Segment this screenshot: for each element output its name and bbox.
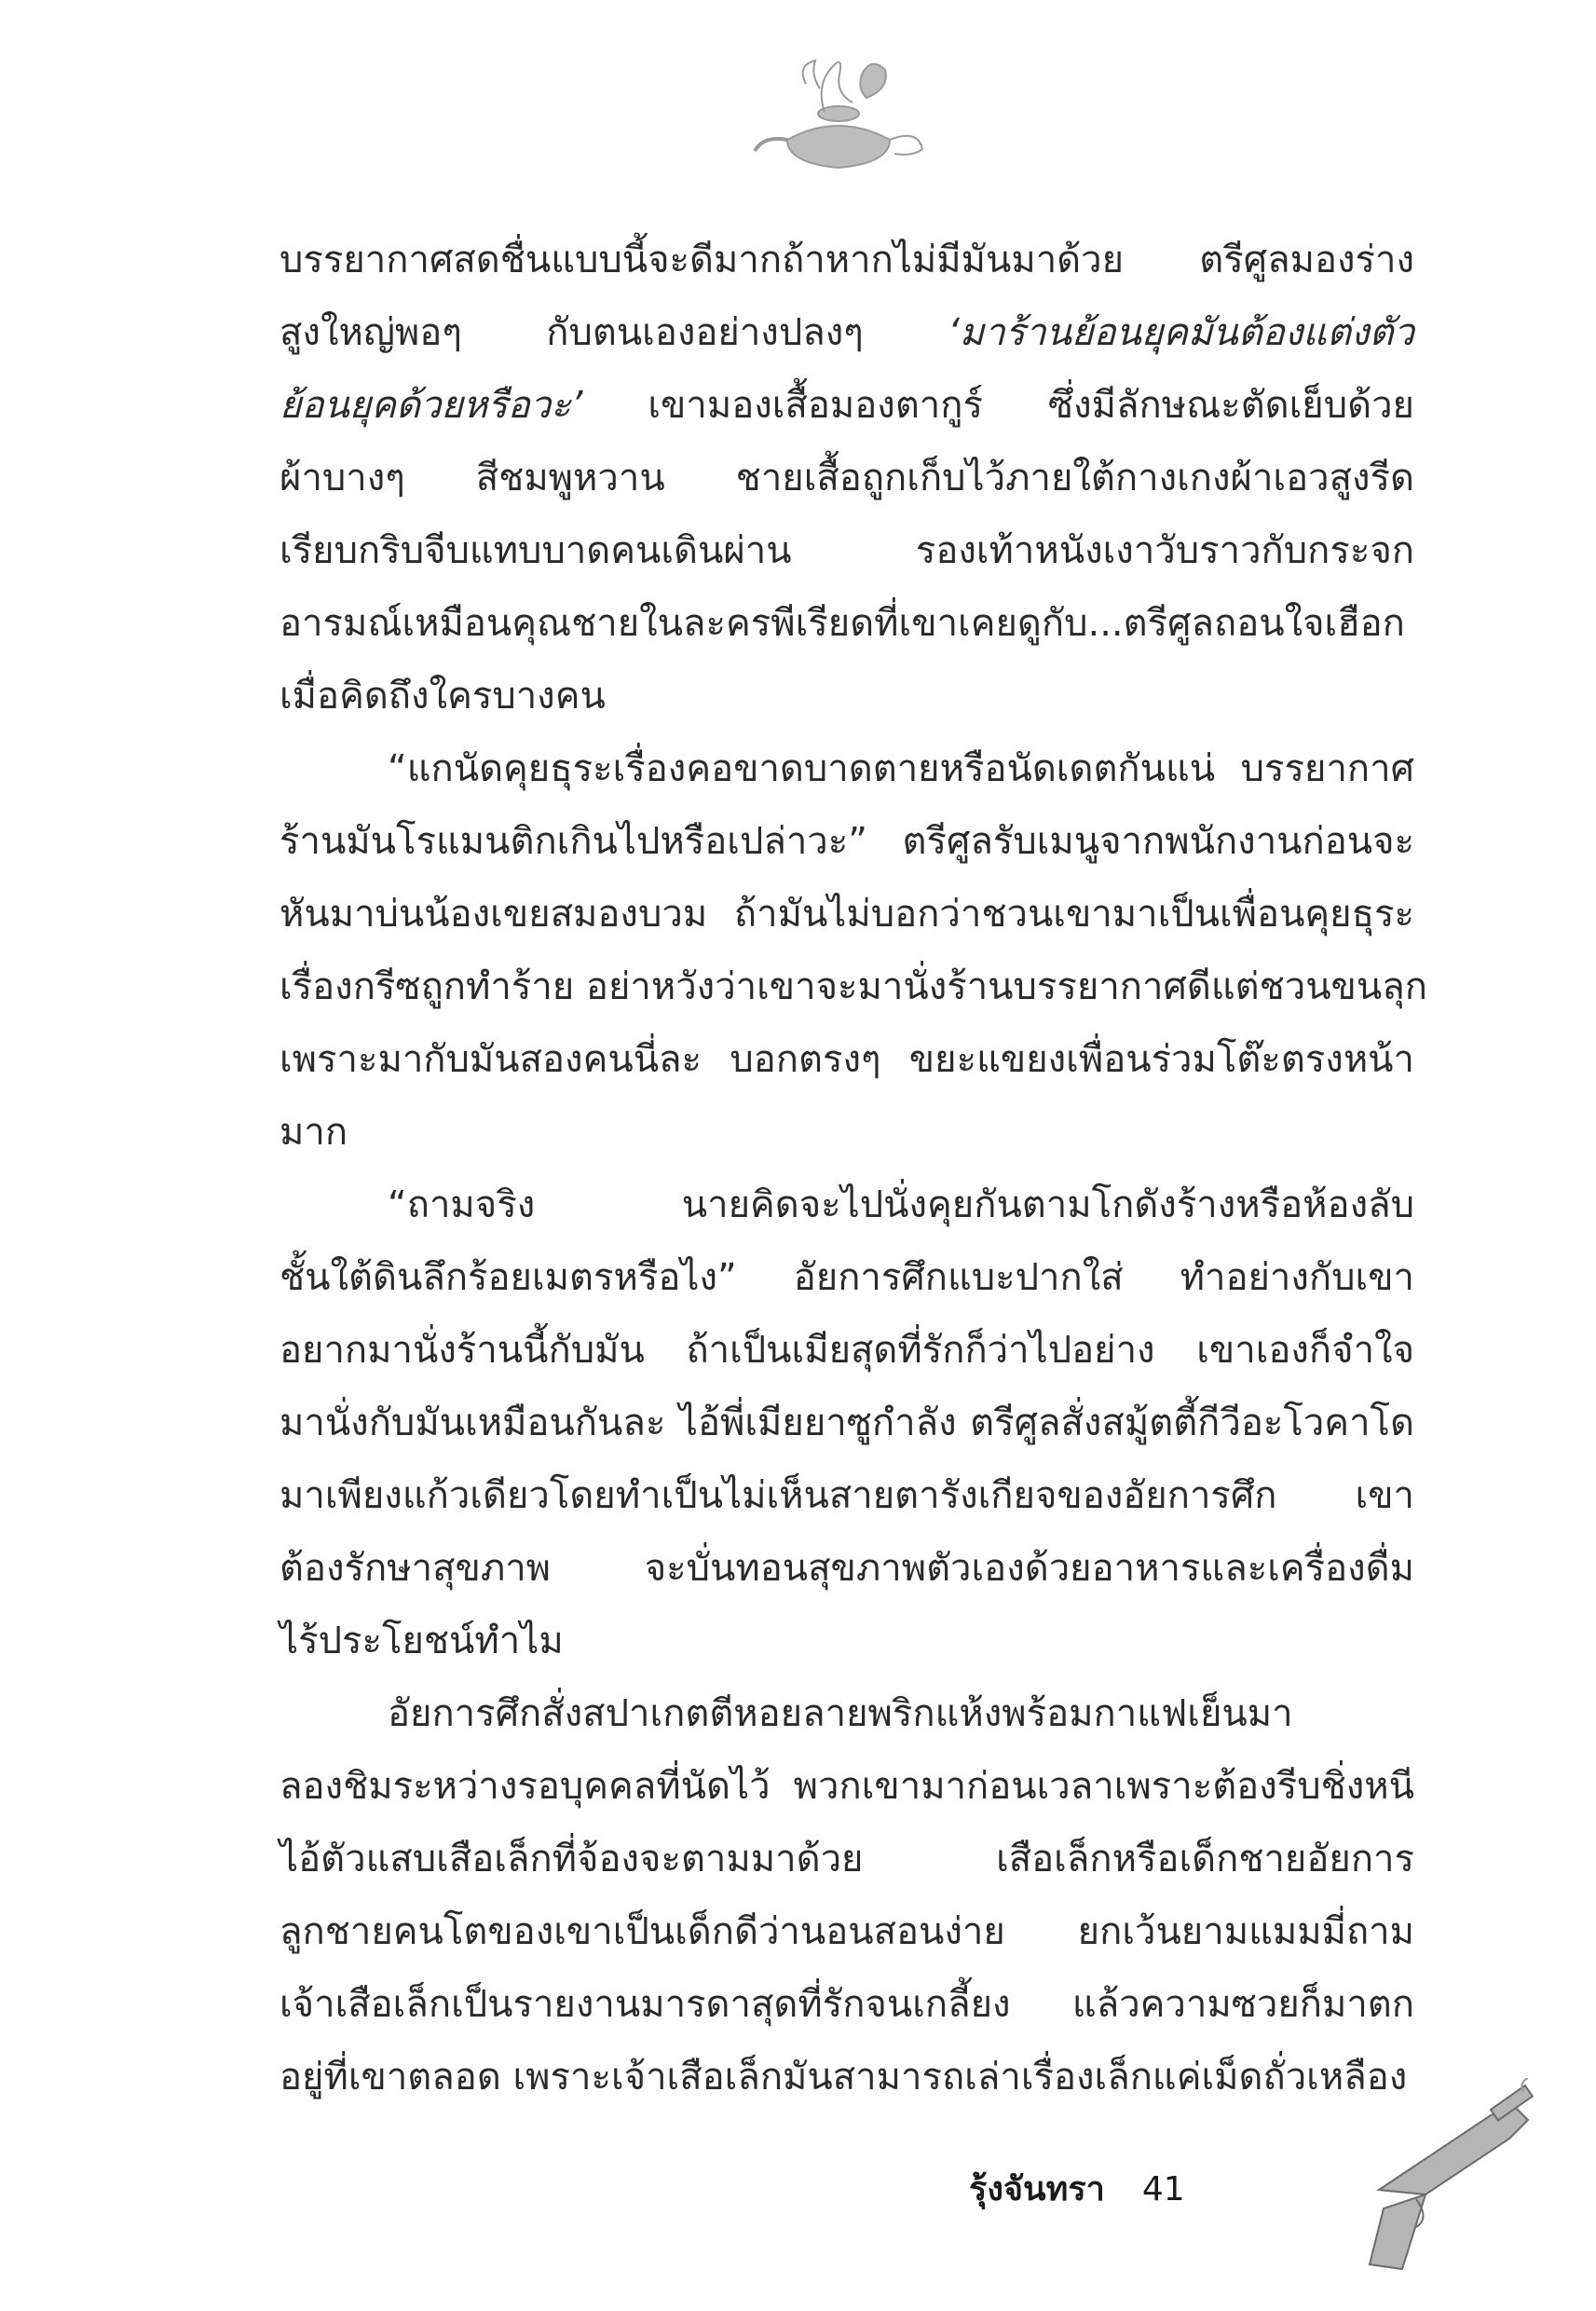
italic-text-segment: ‘มาร้านย้อนยุคมันต้องแต่งตัว [948,311,1414,354]
author-name: รุ้งจันทรา [969,2170,1105,2208]
text-line [280,1023,1414,1096]
paragraph [280,1169,1414,1677]
text-line [280,1895,1414,1968]
text-line [280,1605,1414,1677]
text-line [280,878,1414,950]
text-segment: มานั่งกับมันเหมือนกันละ ไอ้พี่เมียยาซูกำลัง ตรีศูลสั่งสมู้ตตี้กีวีอะโวคาโด [280,1402,1414,1444]
text-line [280,950,1427,1023]
body-text [280,224,1427,2113]
text-segment: อัยการศึกสั่งสปาเกตตีหอยลายพริกแห้งพร้อมกาแฟเย็นมา [388,1692,1293,1735]
teapot-ornament-icon [750,47,927,177]
text-segment: มาก [280,1111,348,1154]
text-segment: เรื่องกรีซถูกทำร้าย อย่าหวังว่าเขาจะมานั่งร้านบรรยากาศดีแต่ชวนขนลุก [280,965,1427,1008]
text-line [280,1459,1414,1532]
text-line [280,1968,1414,2041]
text-segment: หันมาบ่นน้องเขยสมองบวม ถ้ามันไม่บอกว่าชวนเขามาเป็นเพื่อนคุยธุระ [280,893,1414,936]
text-line [280,1750,1414,1823]
text-segment: เพราะมากับมันสองคนนี่ละ บอกตรงๆ ขยะแขยงเพื่อนร่วมโต๊ะตรงหน้า [280,1038,1414,1081]
text-segment: เมื่อคิดถึงใครบางคน [280,675,606,718]
text-segment: อยากมานั่งร้านนี้กับมัน ถ้าเป็นเมียสุดที่รักก็ว่าไปอย่าง เขาเองก็จำใจ [280,1329,1414,1372]
text-segment: ชั้นใต้ดินลึกร้อยเมตรหรือไง” อัยการศึกแบะปากใส่ ทำอย่างกับเขา [280,1256,1414,1299]
text-line [280,1096,1414,1169]
paragraph [280,224,1414,732]
text-line [280,2041,1414,2113]
text-line [280,514,1414,587]
text-line [280,1677,1414,1750]
text-line [280,369,1414,442]
text-segment: ลูกชายคนโตของเขาเป็นเด็กดีว่านอนสอนง่าย ยกเว้นยามแมมมี่ถาม [280,1910,1414,1953]
text-line [280,1532,1414,1605]
text-line [280,1823,1414,1895]
text-segment: เจ้าเสือเล็กเป็นรายงานมารดาสุดที่รักจนเกลี้ยง แล้วความซวยก็มาตก [280,1983,1414,2026]
text-line [280,1387,1414,1459]
text-segment: ร้านมันโรแมนติกเกินไปหรือเปล่าวะ” ตรีศูลรับเมนูจากพนักงานก่อนจะ [280,820,1414,863]
text-line [280,660,1414,732]
text-segment: ไอ้ตัวแสบเสือเล็กที่จ้องจะตามมาด้วย เสือเล็กหรือเด็กชายอัยการ [280,1838,1414,1880]
pistol-icon [1351,2078,1547,2278]
text-line [280,805,1414,878]
text-segment: ผ้าบางๆ สีชมพูหวาน ชายเสื้อถูกเก็บไว้ภายใต้กางเกงผ้าเอวสูงรีด [280,457,1414,499]
text-line [280,587,1414,660]
text-line [280,732,1414,805]
paragraph [280,1677,1414,2113]
page-footer [969,2162,1185,2208]
text-segment: เขามองเสื้อมองตากูร์ ซึ่งมีลักษณะตัดเย็บด้วย [582,384,1414,427]
text-segment: “ถามจริง นายคิดจะไปนั่งคุยกันตามโกดังร้างหรือห้องลับ [388,1183,1414,1226]
text-segment: อยู่ที่เขาตลอด เพราะเจ้าเสือเล็กมันสามารถเล่าเรื่องเล็กแค่เม็ดถั่วเหลือง [280,2056,1408,2099]
text-line [280,1241,1414,1314]
text-segment: บรรยากาศสดชื่นแบบนี้จะดีมากถ้าหากไม่มีมันมาด้วย ตรีศูลมองร่าง [280,239,1414,281]
text-line [280,296,1414,369]
text-segment: เรียบกริบจีบแทบบาดคนเดินผ่าน รองเท้าหนังเงาวับราวกับกระจก [280,529,1414,572]
text-line [280,224,1414,296]
text-segment: ต้องรักษาสุขภาพ จะบั่นทอนสุขภาพตัวเองด้วยอาหารและเครื่องดื่ม [280,1547,1414,1590]
text-segment: มาเพียงแก้วเดียวโดยทำเป็นไม่เห็นสายตารังเกียจของอัยการศึก เขา [280,1474,1414,1517]
text-segment: ลองชิมระหว่างรอบุคคลที่นัดไว้ พวกเขามาก่อนเวลาเพราะต้องรีบชิ่งหนี [280,1765,1414,1808]
text-segment: อารมณ์เหมือนคุณชายในละครพีเรียดที่เขาเคยดูกับ...ตรีศูลถอนใจเฮือก [280,602,1405,645]
page-number: 41 [1141,2170,1185,2208]
paragraph [280,732,1427,1169]
text-segment: สูงใหญ่พอๆ กับตนเองอย่างปลงๆ [280,311,948,354]
italic-text-segment: ย้อนยุคด้วยหรือวะ’ [280,384,583,427]
text-line [280,1314,1414,1387]
text-segment: “แกนัดคุยธุระเรื่องคอขาดบาดตายหรือนัดเดตกันแน่ บรรยากาศ [388,747,1414,790]
text-line [280,1169,1414,1241]
text-line [280,442,1414,514]
text-segment: ไร้ประโยชน์ทำไม [280,1620,564,1662]
